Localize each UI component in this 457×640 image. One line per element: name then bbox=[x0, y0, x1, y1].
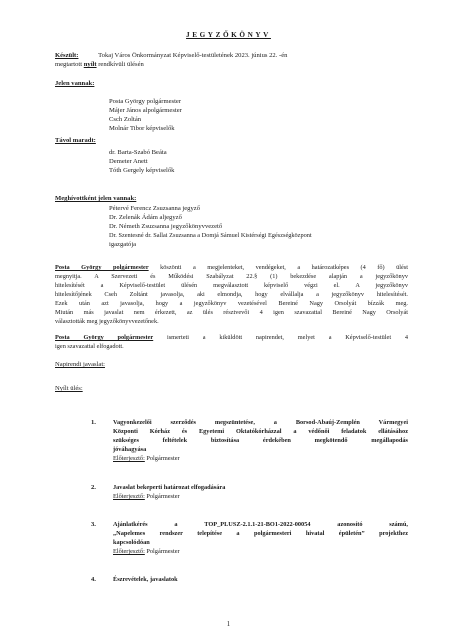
absent-person: Tóth Gergely képviselők bbox=[109, 167, 175, 174]
page-number: 1 bbox=[226, 621, 231, 628]
intro-line-2: megtartott nyílt rendkívüli ülésén bbox=[55, 61, 144, 68]
invited-heading: Meghívottként jelen vannak: bbox=[55, 195, 137, 202]
present-person: Molnár Tibor képviselők bbox=[109, 125, 175, 132]
agenda-item-presenter: Előterjesztő: Polgármester bbox=[113, 455, 180, 462]
agenda-item-line: jóváhagyása bbox=[113, 446, 147, 453]
para1-line: hitelesítését a Képviselő-testület ülésén megválasztott képviselő végzi el. A jegyzőkönyv bbox=[55, 282, 408, 289]
agenda-item-line: Vagyonkezelői szerződés megszüntetése, a Borsod-Abaúj-Zemplén Vármegyei bbox=[113, 419, 408, 426]
agenda-item-number: 3. bbox=[91, 521, 96, 528]
agenda-item-line: „Napelemes rendszer telepítése a polgármesteri hivatal épületén” projekthez bbox=[113, 530, 408, 537]
invited-person: Pétervé Ferencz Zsuzsanna jegyző bbox=[109, 205, 200, 212]
open-session-heading: Nyílt ülés: bbox=[55, 385, 83, 392]
intro-label: Készült: bbox=[55, 52, 79, 59]
agenda-item-number: 1. bbox=[91, 419, 96, 426]
agenda-item-presenter: Előterjesztő: Polgármester bbox=[113, 548, 180, 555]
agenda-item-line: Javaslat bekeperti határozat elfogadására bbox=[113, 484, 226, 491]
intro-text: Tokaj Város Önkormányzat Képviselő-testületének 2023. június 22. -én bbox=[98, 52, 288, 59]
para2-line: igen szavazattal elfogadott. bbox=[55, 343, 124, 350]
present-person: Májer János alpolgármester bbox=[109, 107, 182, 114]
invited-person: Dr. Szentesné dr. Sallai Zsuzsanna a Domjá Sámuel Kistérségi Egészségközpont bbox=[109, 232, 312, 239]
invited-person: igazgatója bbox=[109, 241, 137, 248]
absent-person: dr. Barta-Szabó Beáta bbox=[109, 149, 167, 156]
para1-line: Miután más javaslat nem érkezett, az ülés résztvevői 4 igen szavazattal Bereiné Nagy Orsolyát bbox=[55, 309, 408, 316]
para1-line: hitelesítőjének Cseh Zoltánt javasolja, aki elmondja, hogy elvállalja a jegyzőkönyv hitelesítését. bbox=[55, 291, 408, 298]
para1-line: választották meg jegyzőkönyvvezetőnek. bbox=[55, 318, 159, 325]
agenda-item-line: kapcsolódóan bbox=[113, 539, 150, 546]
present-person: Csch Zoltán bbox=[109, 116, 142, 123]
agenda-item-number: 2. bbox=[91, 484, 96, 491]
agenda-item-presenter: Előterjesztő: Polgármester bbox=[113, 493, 180, 500]
document-title: JEGYZŐKÖNYV bbox=[186, 31, 271, 39]
para1-line: megnyitja. A Szervezeti és Működési Szabályzat 22.§ (1) bekezdése alapján a jegyzőkönyv bbox=[55, 273, 408, 280]
agenda-item-line: szükséges feltételek biztosítása érdekében megkötendő megállapodás bbox=[113, 437, 408, 444]
absent-person: Demeter Anett bbox=[109, 158, 148, 165]
intro-line-1 bbox=[55, 52, 287, 60]
absent-heading: Távol maradt: bbox=[55, 137, 96, 144]
invited-person: Dr. Zelenák Ádám aljegyző bbox=[109, 214, 182, 221]
para1-line: Ezek után azt javasolja, hogy a jegyzőkönyv vezetésével Bereiné Nagy Orsolyát bízzák meg. bbox=[55, 300, 408, 307]
present-heading: Jelen vannak: bbox=[55, 80, 95, 87]
invited-person: Dr. Németh Zsuzsanna jegyzőkönyvvezető bbox=[109, 223, 223, 230]
agenda-item-line: Központi Kórház és Egyetemi Oktatókórházzal a védőnői feladatok ellátásához bbox=[113, 428, 408, 435]
agenda-heading: Napirendi javaslat: bbox=[55, 361, 105, 368]
intro-emphasis: nyílt bbox=[83, 61, 97, 68]
para2-line: Posta György polgármester ismerteti a kiküldött napirendet, melyet a Képviselő-testület 4 bbox=[55, 334, 408, 341]
para1-line: Posta György polgármester köszönti a megjelenteket, vendégeket, a határozatképes (4 fő) ülést bbox=[55, 264, 409, 271]
agenda-item-number: 4. bbox=[91, 576, 96, 583]
present-person: Posta György polgármester bbox=[109, 98, 182, 105]
agenda-item-line: Ajánlatkérés a TOP_PLUSZ-2.1.1-21-BO1-2022-00054 azonosító számú, bbox=[113, 521, 408, 528]
agenda-item-line: Észrevételek, javaslatok bbox=[113, 576, 178, 583]
